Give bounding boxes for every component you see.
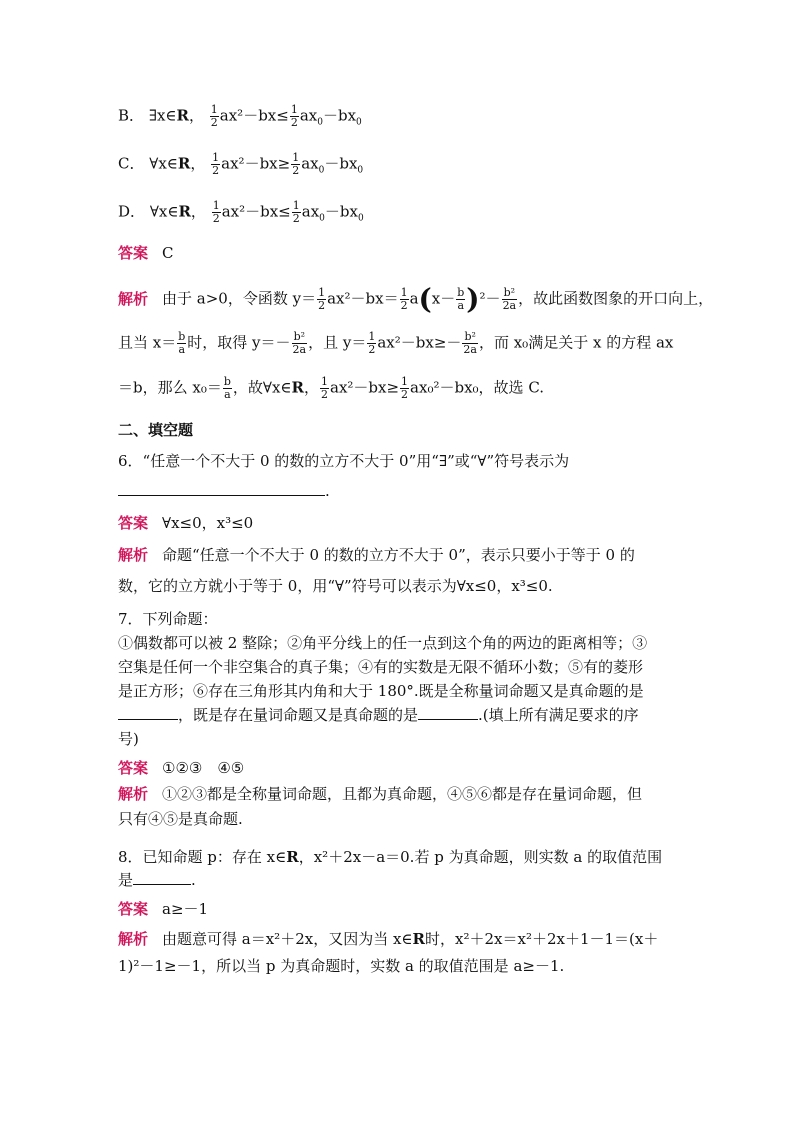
text: 是 — [118, 871, 134, 889]
text: ，x²＋2x－a＝0.若 p 为真命题，则实数 a 的取值范围 — [298, 848, 663, 866]
q8-line2 — [118, 869, 196, 891]
text: ax²－bx≥ — [330, 378, 400, 397]
q8-analysis-line1 — [118, 928, 658, 950]
text: ax₀²－bx₀，故选 C. — [410, 378, 545, 397]
text: ，既是存在量词命题又是真命题的是 — [178, 706, 419, 724]
text: ax²－bx＝ — [327, 289, 399, 308]
quantifier: ∀x∈ — [149, 154, 178, 173]
text: . — [325, 482, 330, 500]
sep: ， — [190, 202, 206, 221]
text: 由于 a>0，令函数 y＝ — [162, 289, 317, 308]
subscript: 0 — [357, 213, 364, 224]
text: ，且 y＝ — [308, 333, 367, 352]
expr: －bx — [324, 154, 358, 173]
answer-value: C — [162, 244, 174, 262]
expr: ax²－bx≤ — [219, 106, 289, 125]
q7-answer — [118, 757, 244, 779]
text: .(填上所有满足要求的序 — [478, 706, 639, 724]
quantifier: ∃x∈ — [148, 106, 177, 125]
text: ， — [303, 378, 319, 397]
real-set: R — [178, 202, 191, 221]
fraction: $\frac{\text{b²}}{2a}$ — [463, 330, 477, 356]
q5-analysis-line3 — [118, 376, 544, 401]
text: 命题“任意一个不大于 0 的数的立方不大于 0”，表示只要小于等于 0 的 — [162, 546, 635, 564]
text: 时，x²＋2x＝x²＋2x＋1－1＝(x＋ — [425, 930, 659, 948]
expr: ax²－bx≥ — [221, 154, 291, 173]
answer-blank[interactable] — [133, 870, 191, 885]
text: ，故此函数图象的开口向上， — [518, 289, 714, 308]
q6-blank-line — [118, 480, 330, 502]
q7-stem: 7．下列命题： — [118, 610, 218, 628]
q7-line5 — [118, 704, 639, 726]
fraction-half: $\frac{1}{2}$ — [400, 286, 408, 312]
q8-answer — [118, 898, 208, 920]
fraction: $\frac{\text{b²}}{2a}$ — [502, 286, 517, 312]
answer-value: ∀x≤0，x³≤0 — [162, 514, 254, 532]
q7-line2: ①偶数都可以被 2 整除；②角平分线上的任一点到这个角的两边的距离相等；③ — [118, 634, 648, 652]
section-heading: 二、填空题 — [118, 421, 194, 439]
text: a — [409, 289, 419, 308]
text: ①②③都是全称量词命题，且都为真命题，④⑤⑥都是存在量词命题，但 — [162, 785, 643, 803]
expr: －bx — [322, 106, 357, 125]
subscript: 0 — [356, 117, 362, 128]
q6-stem: 6．“任意一个不大于 0 的数的立方不大于 0”用“∃”或“∀”符号表示为 — [118, 452, 570, 470]
answer-tag: 答案 — [118, 900, 149, 918]
answer-blank[interactable] — [118, 481, 325, 496]
text: 且当 x＝ — [118, 333, 177, 352]
option-b — [118, 104, 362, 134]
fraction-half: $\frac{1}{2}$ — [318, 286, 326, 312]
expr: －bx — [324, 202, 358, 221]
fraction-half: $\frac{1}{2}$ — [210, 103, 218, 129]
q7-line3: 空集是任何一个非空集合的真子集；④有的实数是无限不循环小数；⑤有的菱形 — [118, 658, 644, 676]
option-label: C． — [118, 154, 145, 173]
q8-stem — [118, 846, 662, 868]
option-d — [118, 200, 364, 230]
subscript: 0 — [318, 165, 325, 176]
sep: ， — [188, 106, 204, 125]
fraction: $\frac{b}{a}$ — [178, 330, 186, 356]
answer-tag: 答案 — [118, 514, 149, 532]
answer-value: ①②③ ④⑤ — [162, 759, 245, 777]
quantifier: ∀x∈ — [149, 202, 179, 221]
text: ax²－bx≥－ — [377, 333, 462, 352]
fraction-half: $\frac{1}{2}$ — [292, 151, 300, 177]
option-c — [118, 152, 363, 182]
answer-value: a≥－1 — [162, 900, 209, 918]
real-set: R — [176, 106, 189, 125]
q7-line6: 号) — [118, 730, 139, 748]
text: ，而 x₀满足关于 x 的方程 ax — [478, 333, 674, 352]
fraction: $\frac{\text{b²}}{2a}$ — [292, 330, 307, 356]
expr: ax — [301, 202, 320, 221]
text: 由题意可得 a＝x²＋2x，又因为当 x∈ — [162, 930, 413, 948]
real-set: R — [286, 848, 299, 866]
real-set: R — [412, 930, 426, 948]
fraction-half: $\frac{1}{2}$ — [292, 199, 300, 225]
text: ²－ — [479, 289, 501, 308]
subscript: 0 — [357, 165, 364, 176]
text: ＝b，那么 x₀＝ — [118, 378, 222, 397]
answer-blank[interactable] — [418, 705, 478, 720]
q7-analysis-line2: 只有④⑤是真命题. — [118, 810, 243, 828]
fraction-half: $\frac{1}{2}$ — [321, 375, 328, 401]
expr: ax — [299, 106, 318, 125]
analysis-tag: 解析 — [118, 785, 149, 803]
expr: ax — [301, 154, 319, 173]
fraction-half: $\frac{1}{2}$ — [212, 199, 220, 225]
q6-analysis-line1 — [118, 544, 635, 566]
text: x－ — [431, 289, 456, 308]
q5-analysis-line1 — [118, 282, 714, 316]
text: 8．已知命题 p：存在 x∈ — [118, 848, 287, 866]
answer-tag: 答案 — [118, 759, 149, 777]
option-label: D． — [118, 202, 146, 221]
text: . — [191, 871, 196, 889]
q7-line4: 是正方形；⑥存在三角形其内角和大于 180°.既是全称量词命题又是真命题的是 — [118, 682, 644, 700]
text: ，故∀x∈ — [232, 378, 292, 397]
analysis-tag: 解析 — [118, 289, 149, 308]
bracket-left: ( — [418, 282, 432, 316]
fraction: $\frac{b}{a}$ — [457, 286, 465, 312]
subscript: 0 — [317, 117, 323, 128]
real-set: R — [291, 378, 304, 397]
fraction-half: $\frac{1}{2}$ — [212, 151, 220, 177]
option-label: B． — [118, 106, 145, 125]
answer-tag: 答案 — [118, 244, 149, 262]
q7-analysis-line1 — [118, 783, 642, 805]
fraction-half: $\frac{1}{2}$ — [368, 330, 376, 356]
fraction-half: $\frac{1}{2}$ — [401, 375, 409, 401]
bracket-right: ) — [466, 282, 480, 316]
q5-analysis-line2 — [118, 331, 673, 356]
text: 时，取得 y＝－ — [187, 333, 291, 352]
analysis-tag: 解析 — [118, 546, 149, 564]
q8-analysis-line2: 1)²－1≥－1，所以当 p 为真命题时，实数 a 的取值范围是 a≥－1. — [118, 957, 565, 975]
q6-answer — [118, 512, 253, 534]
sep: ， — [190, 154, 206, 173]
answer-blank[interactable] — [118, 705, 178, 720]
q6-analysis-line2: 数，它的立方就小于等于 0，用“∀”符号可以表示为∀x≤0，x³≤0. — [118, 577, 553, 595]
real-set: R — [177, 154, 191, 173]
fraction-half: $\frac{1}{2}$ — [290, 103, 298, 129]
fraction: $\frac{b}{a}$ — [223, 375, 231, 401]
analysis-tag: 解析 — [118, 930, 149, 948]
expr: ax²－bx≤ — [221, 202, 291, 221]
q5-answer — [118, 242, 174, 264]
subscript: 0 — [319, 213, 325, 224]
